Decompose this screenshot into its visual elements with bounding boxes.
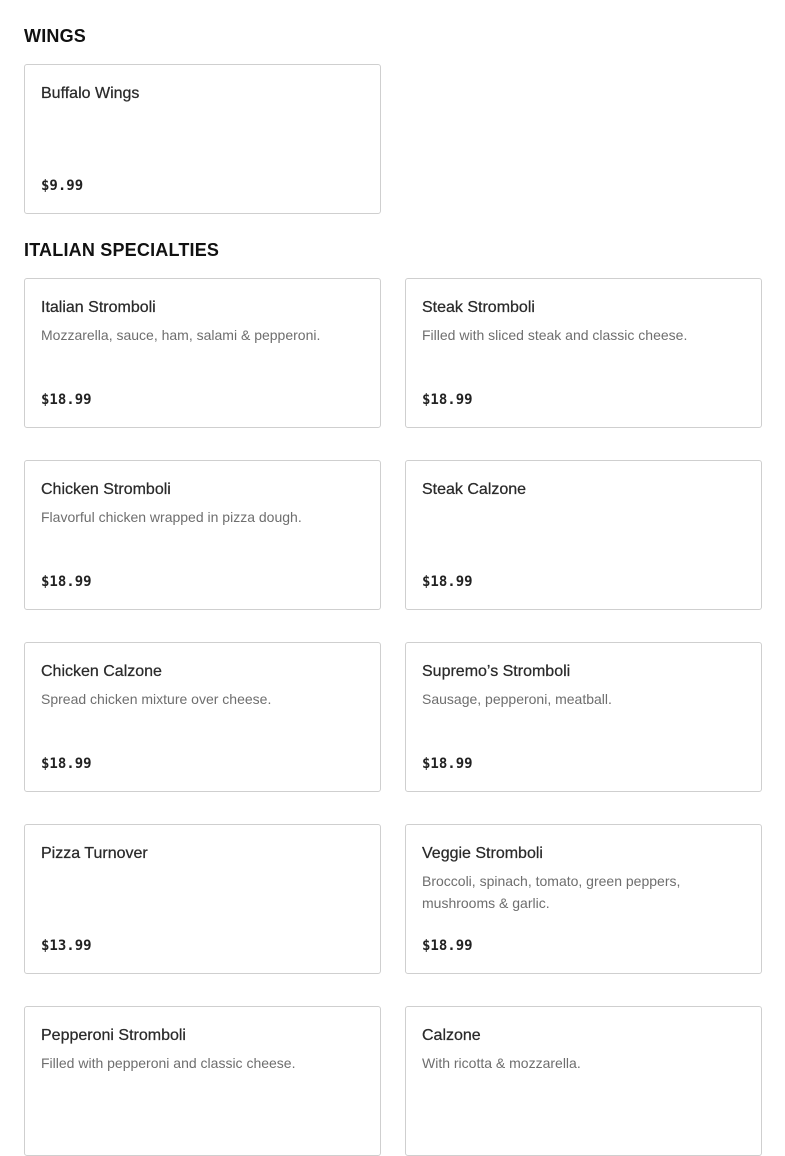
menu-item-name: Supremo’s Stromboli [422,663,571,680]
section-title-italian-specialties: ITALIAN SPECIALTIES [24,240,220,260]
menu-item-chicken-stromboli[interactable] [24,460,381,610]
menu-item-price: $18.99 [422,392,473,408]
menu-item-description: Spread chicken mixture over cheese. [41,691,272,707]
menu-item-calzone[interactable] [405,1006,762,1156]
menu-item-price: $9.99 [41,178,84,194]
menu-item-price: $18.99 [41,574,92,590]
menu-item-description: Filled with sliced steak and classic cheese. [422,327,688,343]
menu-item-price: $18.99 [422,574,473,590]
menu-item-description: Mozzarella, sauce, ham, salami & pepperoni. [41,327,321,343]
menu-item-name: Chicken Calzone [41,663,162,680]
menu-item-description: With ricotta & mozzarella. [422,1055,581,1071]
menu-item-name: Veggie Stromboli [422,845,543,862]
menu-item-name: Steak Stromboli [422,299,535,316]
menu-item-buffalo-wings[interactable] [24,64,381,214]
menu-item-name: Steak Calzone [422,481,527,498]
menu-item-italian-stromboli[interactable] [24,278,381,428]
menu-item-name: Buffalo Wings [41,85,140,102]
menu-item-name: Calzone [422,1027,481,1044]
menu-item-name: Chicken Stromboli [41,481,171,498]
section-title-wings: WINGS [24,26,86,46]
menu-item-description: Flavorful chicken wrapped in pizza dough. [41,509,302,525]
menu-item-description: Sausage, pepperoni, meatball. [422,691,612,707]
menu-item-supremos-stromboli[interactable] [405,642,762,792]
menu-item-chicken-calzone[interactable] [24,642,381,792]
menu-item-veggie-stromboli[interactable] [405,824,762,974]
menu-item-steak-calzone[interactable] [405,460,762,610]
menu-item-pepperoni-stromboli[interactable] [24,1006,381,1156]
menu-item-name: Pizza Turnover [41,845,148,862]
menu-item-description: Filled with pepperoni and classic cheese. [41,1055,296,1071]
menu-item-name: Italian Stromboli [41,299,156,316]
menu-item-price: $13.99 [41,938,92,954]
menu-item-price: $18.99 [422,938,473,954]
menu-item-price: $18.99 [422,756,473,772]
menu-item-steak-stromboli[interactable] [405,278,762,428]
menu-item-price: $18.99 [41,392,92,408]
menu-item-name: Pepperoni Stromboli [41,1027,186,1044]
menu-item-pizza-turnover[interactable] [24,824,381,974]
menu-item-price: $18.99 [41,756,92,772]
menu-item-description: Broccoli, spinach, tomato, green peppers, mushrooms & garlic. [422,873,681,911]
